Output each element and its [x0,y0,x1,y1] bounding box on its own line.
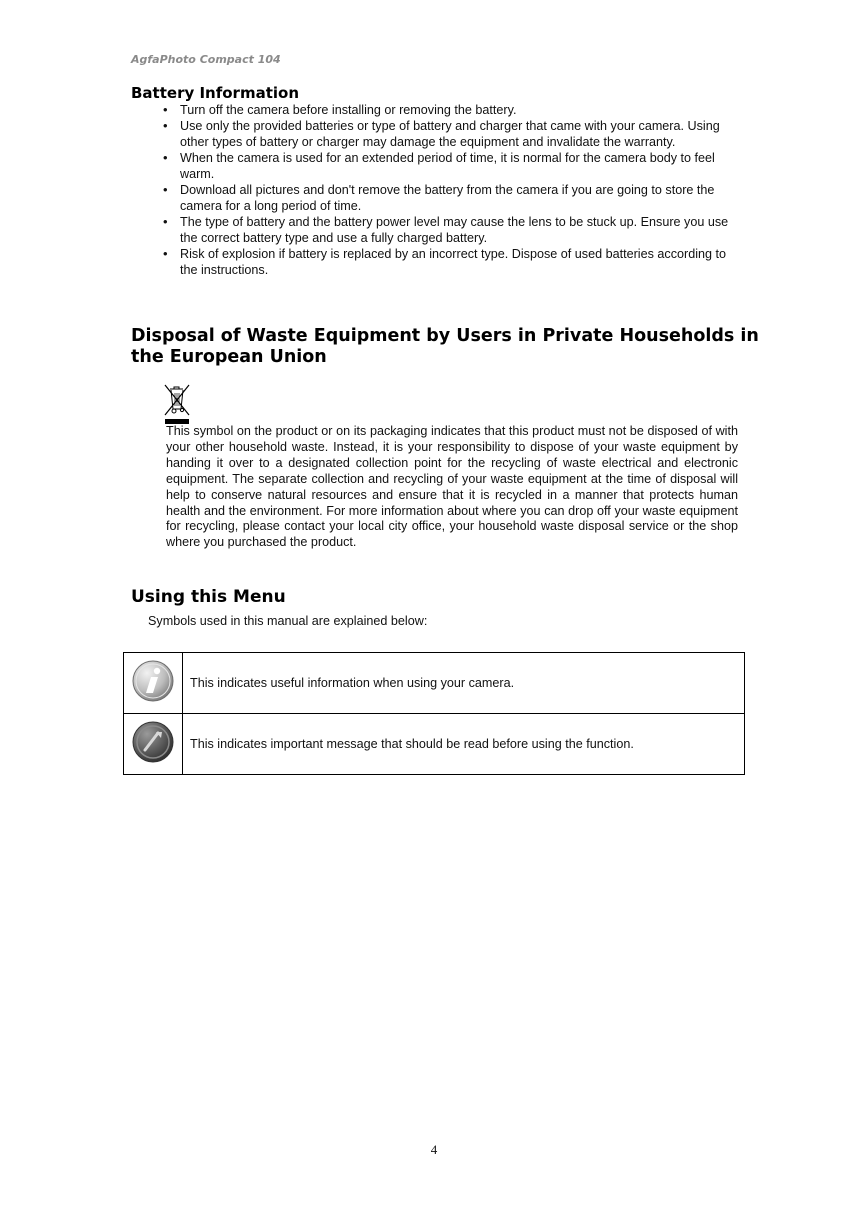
running-header: AgfaPhoto Compact 104 [131,53,281,66]
menu-intro: Symbols used in this manual are explained below: [148,614,428,628]
symbol-table [123,652,745,775]
table-cell [124,714,183,775]
table-row [124,653,745,714]
table-cell [124,653,183,714]
battery-bullet-list [163,102,743,278]
page-number: 4 [430,1142,438,1157]
table-row [124,714,745,775]
menu-heading: Using this Menu [131,587,286,607]
table-cell: This indicates useful information when using your camera. [183,653,745,714]
list-item: • Risk of explosion if battery is replaced by an incorrect type. Dispose of used batteries according to the instructions. [163,246,743,278]
crossed-out-wheelie-bin-icon [163,383,191,425]
info-icon [131,659,175,703]
list-item: • Download all pictures and don't remove the battery from the camera if you are going to store the camera for a long period of time. [163,182,743,214]
warning-icon [131,720,175,764]
disposal-heading: Disposal of Waste Equipment by Users in Private Households in the European Union [131,326,759,367]
table-cell: This indicates important message that should be read before using the function. [183,714,745,775]
battery-heading: Battery Information [131,84,300,102]
list-item: • Turn off the camera before installing or removing the battery. [163,102,743,118]
list-item: • When the camera is used for an extended period of time, it is normal for the camera body to feel warm. [163,150,743,182]
disposal-paragraph: This symbol on the product or on its packaging indicates that this product must not be disposed of with your other household waste. Instead, it is your responsibility to dispose of your waste equipment by handing it over to a designated collection point for the recycling of waste electrical and electronic equipment. The separate collection and recycling of your waste equipment at the time of disposal will help to conserve natural resources and ensure that it is recycled in a manner that protects human health and the environment. For more information about where you can drop off your waste equipment for recycling, please contact your local city office, your household waste disposal service or the shop where you purchased the product. [166,424,738,550]
list-item: • The type of battery and the battery power level may cause the lens to be stuck up. Ensure you use the correct battery type and use a fully charged battery. [163,214,743,246]
list-item: • Use only the provided batteries or type of battery and charger that came with your camera. Using other types of battery or charger may damage the equipment and invalidate the warranty. [163,118,743,150]
